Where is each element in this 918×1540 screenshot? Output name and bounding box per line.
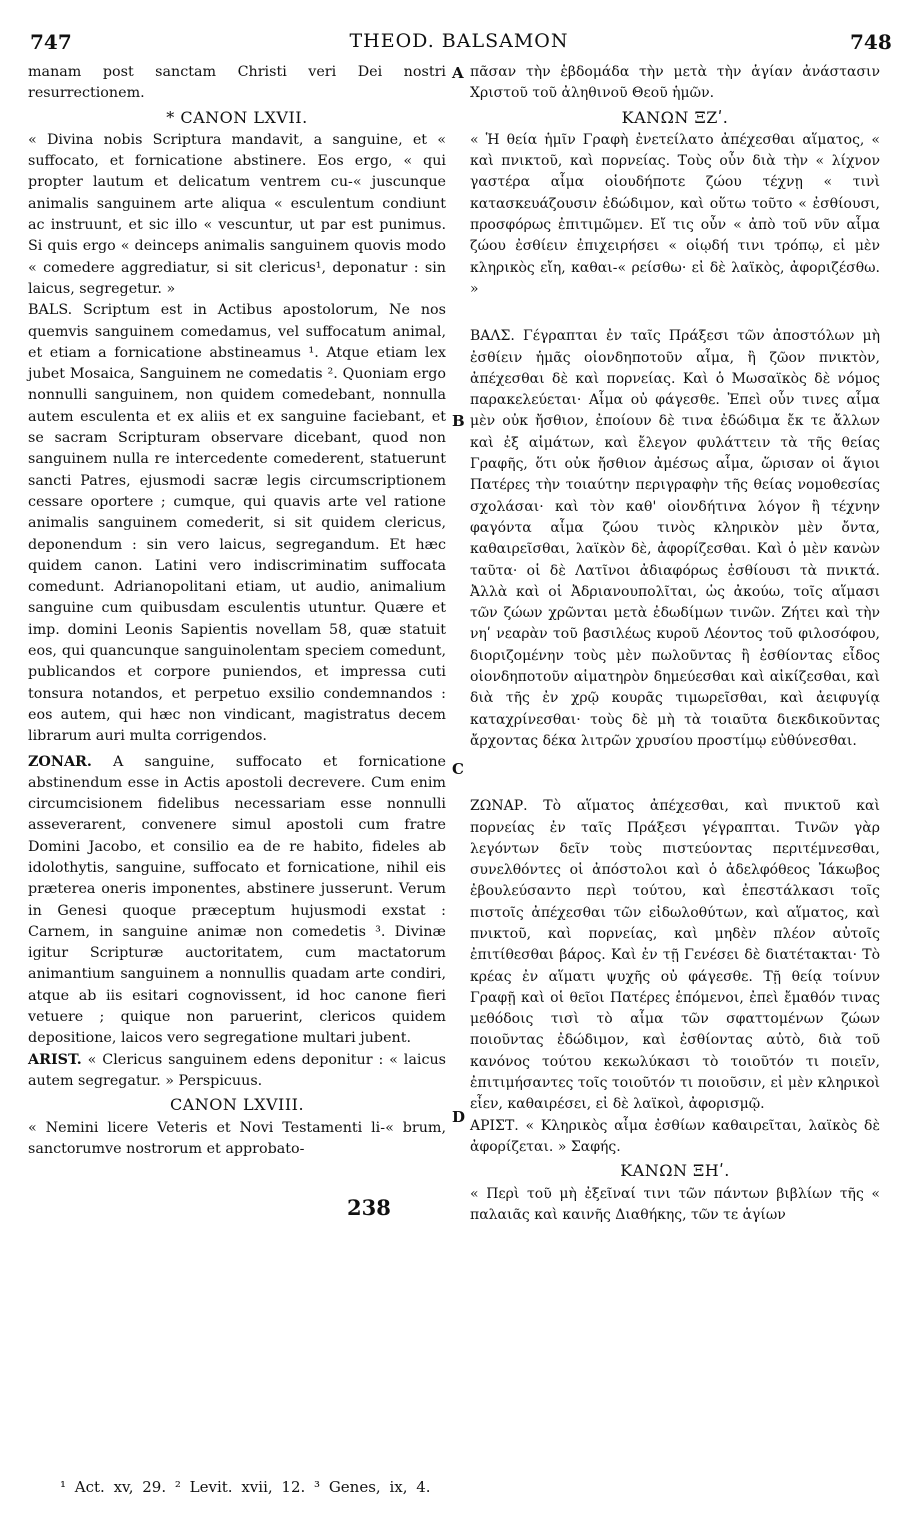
greek-column xyxy=(470,62,880,1226)
latin-canon-68-text: « Nemini licere Veteris et Novi Testamenti li-« brum, sanctorumve nostrorum et approbato- xyxy=(28,1119,446,1157)
latin-arist-label: ARIST. xyxy=(28,1051,82,1068)
latin-column xyxy=(28,62,446,1160)
latin-canon-67-title: * CANON LXVII. xyxy=(166,107,308,127)
greek-zonar-label: ΖΩΝΑΡ. xyxy=(470,798,528,815)
latin-bals-label: BALS. xyxy=(28,302,73,319)
greek-arist-label: ΑΡΙΣΤ. xyxy=(470,1117,519,1134)
greek-bals-label: ΒΑΛΣ. xyxy=(470,328,515,345)
greek-intro: πᾶσαν τὴν ἑβδομάδα τὴν μετὰ τὴν ἁγίαν ἀνάστασιν Χριστοῦ τοῦ ἀληθινοῦ Θεοῦ ἡμῶν. xyxy=(470,64,880,102)
greek-zonar-text: Τὸ αἵματος ἀπέχεσθαι, καὶ πνικτοῦ καὶ πορνείας ἐν ταῖς Πράξεσι γέγραπται. Τινῶν γὰρ λεγόντων δεῖν τοὺς πιστεύοντας περιτέμνεσθαι, συνελθόντες οἱ ἀπόστολοι καὶ ὁ ἀδελφόθεος Ἰάκωβος ἐβουλεύσαντο περὶ τούτου, καὶ ἐπεστάλκασι τοῖς πιστοῖς ἀπέχεσθαι τῶν εἰδωλοθύτων, καὶ αἵματος, καὶ πνικτοῦ, καὶ πορνείας, καὶ μηδὲν πλέον αὐτοῖς ἐπιτίθεσθαι βάρος. Καὶ ἐν τῇ Γενέσει δὲ διατέτακται· Τὸ κρέας ἐν αἵματι ψυχῆς οὐ φάγεσθε. Τῇ θείᾳ τοίνυν Γραφῇ καὶ οἱ θεῖοι Πατέρες ἑπόμενοι, ἐπεὶ ἔμαθόν τινας μεθόδοις τισὶ τὸ αἷμα τῶν σφαττομένων ζώων ποιοῦντας ἐδώδιμον, καὶ ἐσθίοντας αὐτὸ, διὰ τοῦ κανόνος τούτου κεκωλύκασι τὸ τοιοῦτόν τι ποιεῖν, ἐπιτιμήσαντες τοῖς τοιοῦτόν τι ποιοῦσιν, εἰ μὲν κληρικοὶ εἶεν, καθαιρέσει, εἰ δὲ λαϊκοὶ, ἀφορισμῷ. xyxy=(470,798,880,1113)
greek-arist-text: « Κληρικὸς αἷμα ἐσθίων καθαιρεῖται, λαϊκὸς δὲ ἀφορίζεται. » Σαφής. xyxy=(470,1117,880,1155)
margin-letter-a: A xyxy=(452,64,464,82)
greek-aristenus-note xyxy=(470,1116,880,1159)
margin-letter-b: B xyxy=(452,412,465,430)
greek-canon-68-title: ΚΑΝΩΝ ΞΗʹ. xyxy=(620,1161,730,1181)
latin-intro: manam post sanctam Christi veri Dei nostri resurrectionem. xyxy=(28,64,446,102)
greek-balsamon-note xyxy=(470,326,880,752)
greek-zonaras-note xyxy=(470,796,880,1115)
latin-zonar-text: A sanguine, suffocato et fornicatione abstinendum esse in Actis apostoli decrevere. Cum enim circumcisionem fidelibus necessariam esse nonnulli asseverarent, convenere simul apostoli cum fratre Domini Jacobo, et consilio ea de re habito, fideles ab idolothytis, sanguine, suffocato et fornicatione, nihil eis præterea oneris imponentes, abstinere jusserunt. Verum in Genesi quoque præceptum hujusmodi exstat : Carnem, in sanguine animæ non comedetis ³. Divinæ igitur Scripturæ auctoritatem, cum mactatorum animantium sanguinem a nonnullis quadam arte condiri, atque ab iis esitari cognovissent, id hoc canone fieri vetuere ; quique non paruerint, clericos quidem depositione, laicos vero segregatione multari jubent. xyxy=(28,753,446,1047)
latin-canon-67-text: « Divina nobis Scriptura mandavit, a sanguine, et « suffocato, et fornicatione abstinere. Eos ergo, « qui propter lautum et delicatum ventrem cu-« juscunque animalis sanguinem arte aliqua « esculentum condiunt ac instruunt, et sic illo « vescuntur, ut par est punimus. Si quis ergo « deinceps animalis sanguinem quovis modo « comedere aggrediatur, si sit clericus¹, deponatur : sin laicus, segregetur. » xyxy=(28,131,446,297)
greek-canon-68-text: « Περὶ τοῦ μὴ ἐξεῖναί τινι τῶν πάντων βιβλίων τῆς « παλαιᾶς καὶ καινῆς Διαθήκης, τῶν τε ἁγίων xyxy=(470,1185,880,1223)
latin-balsamon-note xyxy=(28,300,446,747)
latin-bals-text: Scriptum est in Actibus apostolorum, Ne nos quemvis sanguinem comedamus, vel suffocatum animal, et etiam a fornicatione abstineamus ¹. Atque etiam lex jubet Mosaica, Sanguinem ne comedatis ². Quoniam ergo nonnulli sanguinem, non quidem comedebant, nonnulla autem esculenta et ex aliis et ex sanguine faciebant, et se sacram Scripturam observare dicebant, quod non sanguinem nulla re intercedente comederent, statuerunt sancti Patres, ejusmodi sacræ legis circumscriptionem cessare oportere ; cumque, qui quavis arte vel ratione animalis sanguinem comederit, si sit quidem clericus, deponendum : sin vero laicus, segregandum. Et hæc quidem canon. Latini vero indiscriminatim suffocata comedunt. Adrianopolitani etiam, ut audio, animalium sanguine cum quibusdam esculentis utuntur. Quære et imp. domini Leonis Sapientis novellam 58, quæ statuit eos, qui quancunque sanguinolentam speciem comedunt, publicandos et corpore puniendos, et impressa cuti tonsura notandos, et perpetuo exsilio condemnandos : eos autem, qui hæc non vindicant, magistratus decem librarum auri multa corrigendos. xyxy=(28,302,446,745)
latin-arist-text: « Clericus sanguinem edens deponitur : « laicus autem segregatur. » Perspicuus. xyxy=(28,1051,446,1089)
page-number-left: 747 xyxy=(30,30,72,54)
marginal-number: 238 xyxy=(347,1195,391,1220)
footnotes: ¹ Act. xv, 29. ² Levit. xvii, 12. ³ Genes, ix, 4. xyxy=(60,1478,431,1496)
margin-letter-d: D xyxy=(452,1108,466,1126)
latin-zonaras-note xyxy=(28,752,446,1050)
greek-canon-67-text: « Ἡ θεία ἡμῖν Γραφὴ ἐνετείλατο ἀπέχεσθαι αἵματος, « καὶ πνικτοῦ, καὶ πορνείας. Τοὺς οὖν διὰ τὴν « λίχνον γαστέρα αἷμα οἱουδήποτε ζώου τέχνῃ « τινὶ κατασκευάζουσιν ἐδώδιμον, καὶ οὕτω τοῦτο « ἐσθίουσι, προσφόρως ἐπιτιμῶμεν. Εἴ τις οὖν « ἀπὸ τοῦ νῦν αἷμα ζώου ἐσθίειν ἐπιχειρήσει « οἱῳδή τινι τρόπῳ, εἰ μὲν κληρικὸς εἴη, καθαι-« ρείσθω· εἰ δὲ λαϊκὸς, ἀφοριζέσθω. » xyxy=(470,131,880,297)
page-number-right: 748 xyxy=(850,30,892,54)
running-head: THEOD. BALSAMON xyxy=(349,30,569,52)
latin-zonar-label: ZONAR. xyxy=(28,753,92,770)
latin-canon-68-title: CANON LXVIII. xyxy=(169,1095,305,1115)
margin-letter-c: C xyxy=(452,760,464,778)
greek-canon-67-title: ΚΑΝΩΝ ΞΖʹ. xyxy=(621,107,729,127)
greek-bals-text: Γέγραπται ἐν ταῖς Πράξεσι τῶν ἀποστόλων μὴ ἐσθίειν ἡμᾶς οἱονδηποτοῦν αἷμα, ἢ ζῶον πνικτὸν, ἀπέχεσθαι δὲ καὶ πορνείας. Καὶ ὁ Μωσαϊκὸς δὲ νόμος παρακελεύεται· Αἷμα οὐ φάγεσθε. Ἐπεὶ οὖν τινες αἷμα μὲν οὐκ ἤσθιον, ἐποίουν δὲ τινα ἐδώδιμα ἔκ τε ἄλλων καὶ ἐξ αἱμάτων, καὶ ἔλεγον φυλάττειν τὰ τῆς θείας Γραφῆς, ὅτι οὐκ ἤσθιον ἀμέσως αἷμα, ὥρισαν οἱ ἅγιοι Πατέρες τὴν τοιαύτην περιγραφὴν τῆς θείας νομοθεσίας σχολάσαι· καὶ τὸν καθ' οἱονδήτινα λόγον ἢ τέχνην φαγόντα αἷμα ζώου τινὸς κληρικὸν μὲν ὄντα, καθαιρεῖσθαι, λαϊκὸν δὲ, ἀφορίζεσθαι. Καὶ ὁ μὲν κανὼν ταῦτα· οἱ δὲ Λατῖνοι ἀδιαφόρως ἐσθίουσι τὰ πνικτά. Ἀλλὰ καὶ οἱ Ἀδριανουπολῖται, ὡς ἀκούω, τοῖς αἵμασι τῶν ζώων χρῶνται μετὰ ἐδωδίμων τινῶν. Ζήτει καὶ τὴν νηʹ νεαρὰν τοῦ βασιλέως κυροῦ Λέοντος τοῦ φιλοσόφου, διοριζομένην τοὺς μὲν πωλοῦντας ἢ ἐσθίοντας εἶδος οἱονδηποτοῦν αἱματηρὸν δημεύεσθαι καὶ αἰκίζεσθαι, καὶ διὰ τῆς ἐν χρῷ κουρᾶς τιμωρεῖσθαι, καὶ ἀειφυγίᾳ καταχρίνεσθαι· τοὺς δὲ μὴ τὰ τοιαῦτα διεκδικοῦντας ἄρχοντας δέκα λιτρῶν χρυσίου προστίμῳ εὐθύνεσθαι. xyxy=(470,328,881,749)
latin-aristenus-note xyxy=(28,1050,446,1093)
